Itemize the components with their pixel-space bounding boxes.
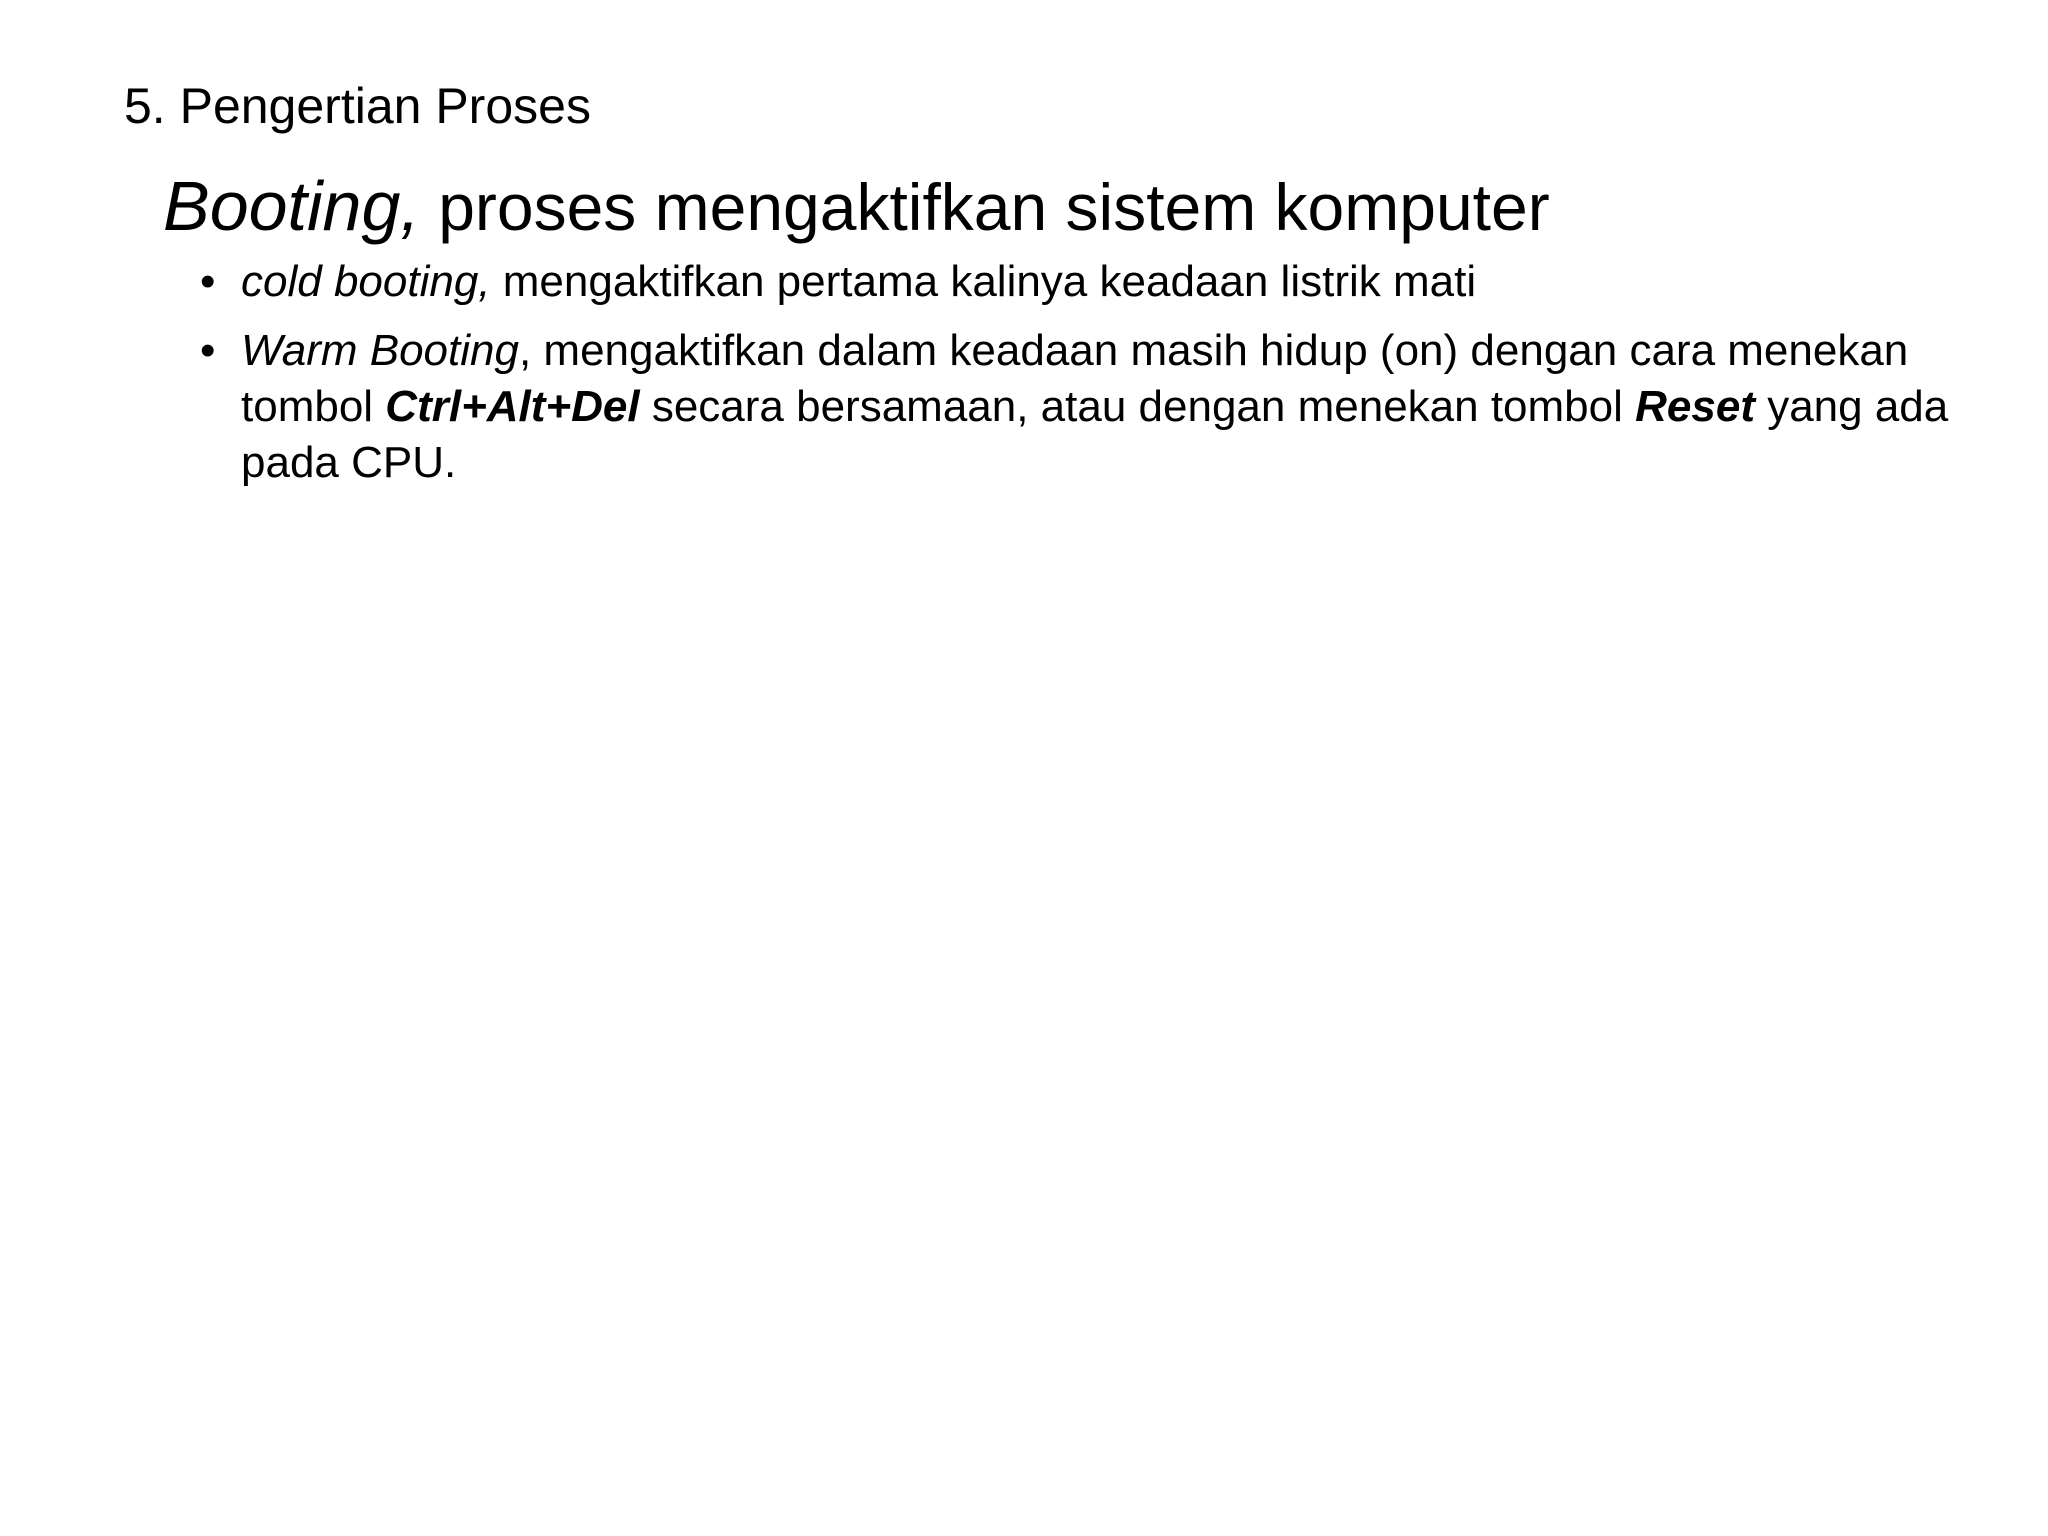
- heading-text: proses mengaktifkan sistem komputer: [419, 170, 1550, 244]
- bullet-term: Warm Booting: [241, 326, 519, 375]
- bullet-text: yang ada pada CPU.: [241, 382, 1949, 487]
- bullet-marker: •: [200, 257, 216, 306]
- bullet-term: cold booting,: [241, 257, 491, 306]
- heading: [163, 166, 1550, 247]
- key-combo: Ctrl+Alt+Del: [385, 382, 640, 431]
- bullet-list: [200, 254, 1950, 504]
- slide-title: 5. Pengertian Proses: [124, 78, 591, 134]
- bullet-text: , mengaktifkan dalam keadaan masih hidup (on) dengan cara menekan tombol: [241, 326, 1909, 431]
- reset-key: Reset: [1635, 382, 1755, 431]
- bullet-text: secara bersamaan, atau dengan menekan tombol: [639, 382, 1636, 431]
- bullet-item-warm-booting: [200, 323, 1950, 491]
- heading-term: Booting,: [163, 167, 420, 245]
- bullet-text: mengaktifkan pertama kalinya keadaan listrik mati: [490, 257, 1477, 306]
- bullet-item-cold-booting: [200, 254, 1950, 310]
- bullet-marker: •: [200, 326, 216, 375]
